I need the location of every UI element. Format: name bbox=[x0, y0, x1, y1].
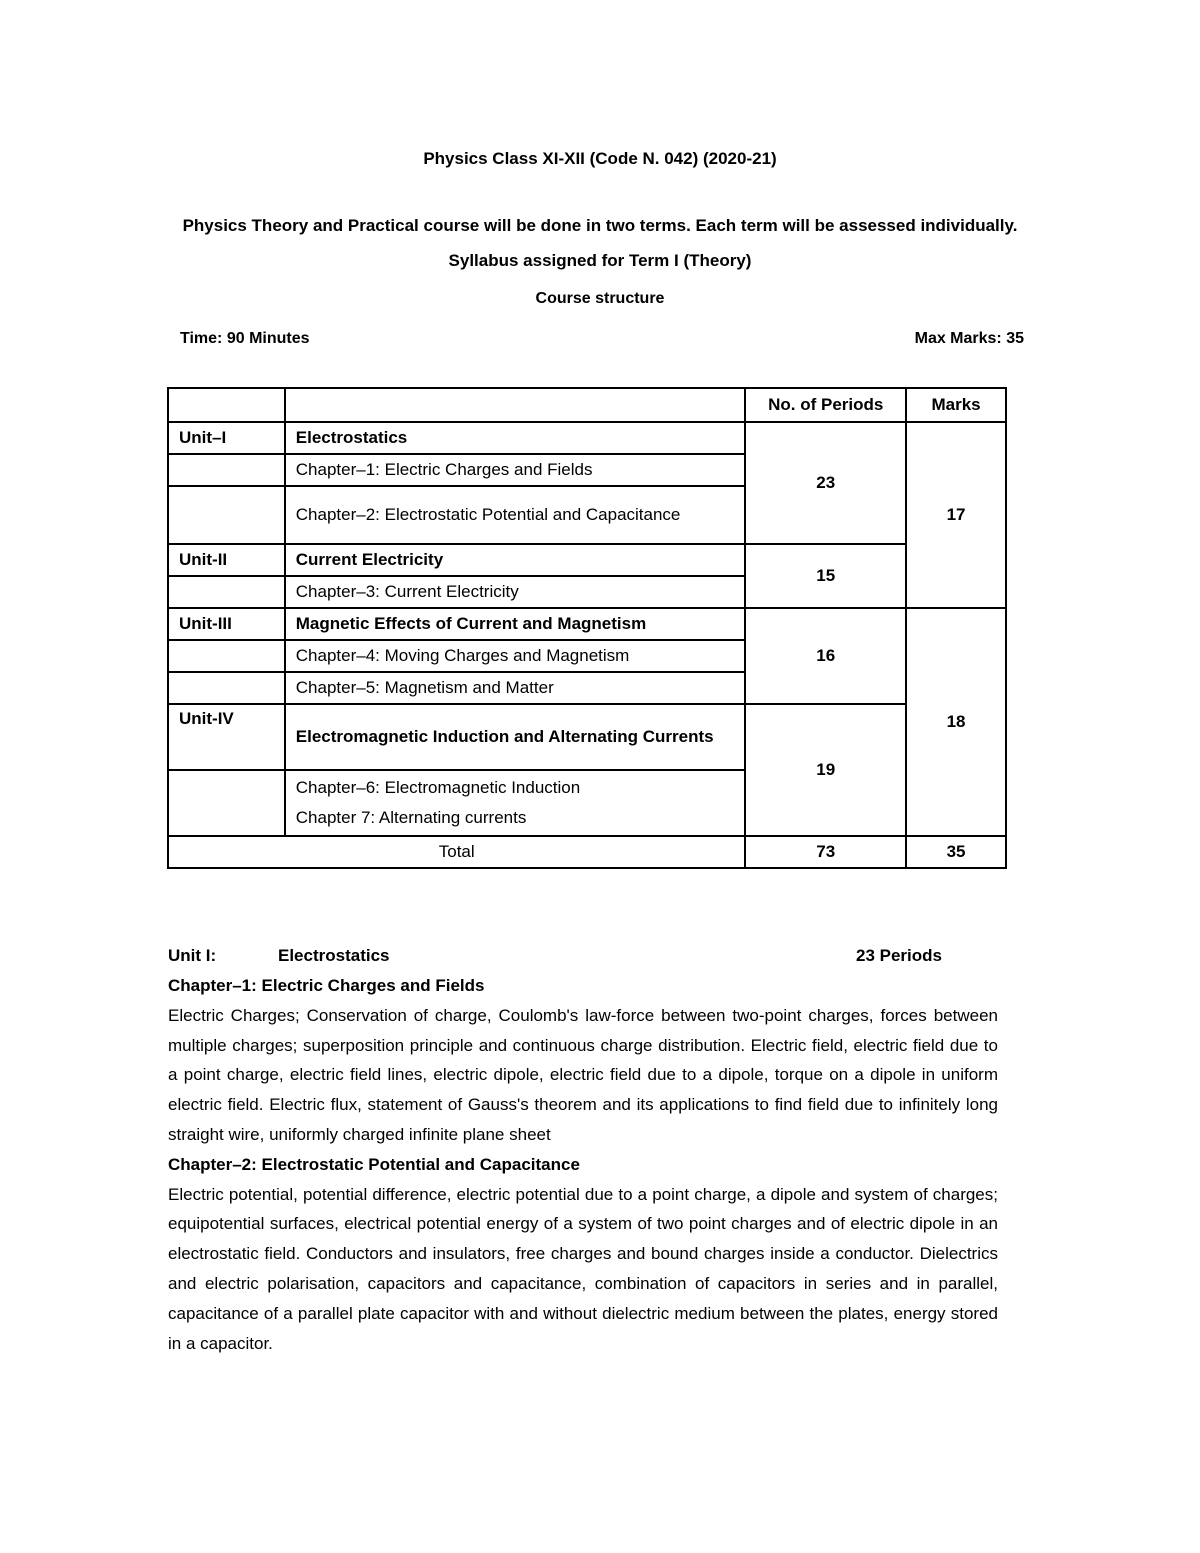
table-cell-empty bbox=[168, 770, 285, 836]
unit-heading-periods: 23 Periods bbox=[856, 946, 942, 965]
unit-periods: 23 bbox=[745, 422, 906, 544]
chapter-cell: Chapter–1: Electric Charges and Fields bbox=[285, 454, 746, 486]
max-marks-label: Max Marks: 35 bbox=[914, 330, 1024, 347]
total-marks: 35 bbox=[906, 836, 1006, 868]
table-cell-empty bbox=[285, 388, 746, 422]
chapter-cell: Chapter–3: Current Electricity bbox=[285, 576, 746, 608]
periods-column-header: No. of Periods bbox=[745, 388, 906, 422]
table-cell-empty bbox=[168, 576, 285, 608]
chapter-line: Chapter–6: Electromagnetic Induction bbox=[295, 778, 581, 797]
table-cell-empty bbox=[168, 640, 285, 672]
unit-periods: 19 bbox=[745, 704, 906, 836]
table-cell-empty bbox=[168, 486, 285, 544]
unit-label: Unit-IV bbox=[168, 704, 285, 770]
table-cell-empty bbox=[168, 388, 285, 422]
table-header-row bbox=[168, 388, 1006, 422]
table-total-row bbox=[168, 836, 1006, 868]
unit-heading-line bbox=[168, 941, 998, 971]
unit-title: Electromagnetic Induction and Alternating Currents bbox=[285, 704, 746, 770]
unit-label: Unit–I bbox=[168, 422, 285, 454]
unit-label: Unit-III bbox=[168, 608, 285, 640]
chapter-heading: Chapter–2: Electrostatic Potential and Capacitance bbox=[168, 1154, 580, 1174]
chapter-paragraph: Electric Charges; Conservation of charge, Coulomb's law-force between two-point charges, forces between multiple charges; superposition principle and continuous charge distribution. Electric field, electric field due to a point charge, electric field lines, electric dipole, electric field due to a dipole, torque on a dipole in uniform electric field. Electric flux, statement of Gauss's theorem and its applications to find field due to infinitely long straight wire, uniformly charged infinite plane sheet bbox=[168, 1005, 998, 1144]
unit-detail-section bbox=[168, 941, 998, 1358]
unit-heading-label: Unit I: bbox=[168, 946, 217, 965]
unit-title: Electrostatics bbox=[285, 422, 746, 454]
unit-marks: 18 bbox=[906, 608, 1006, 836]
marks-column-header: Marks bbox=[906, 388, 1006, 422]
unit-periods: 16 bbox=[745, 608, 906, 704]
unit-label: Unit-II bbox=[168, 544, 285, 576]
table-cell-empty bbox=[168, 454, 285, 486]
unit-periods: 15 bbox=[745, 544, 906, 608]
course-structure-table bbox=[167, 387, 1007, 869]
chapter-paragraph: Electric potential, potential difference, electric potential due to a point charge, a dipole and system of charges; equipotential surfaces, electrical potential energy of a system of two point charges and of electric dipole in an electrostatic field. Conductors and insulators, free charges and bound charges inside a conductor. Dielectrics and electric polarisation, capacitors and capacitance, combination of capacitors in series and in parallel, capacitance of a parallel plate capacitor with and without dielectric medium between the plates, energy stored in a capacitor. bbox=[168, 1184, 998, 1353]
chapter-cell: Chapter–2: Electrostatic Potential and Capacitance bbox=[285, 486, 746, 544]
table-cell-empty bbox=[168, 672, 285, 704]
chapter-cell bbox=[285, 770, 746, 836]
chapter-cell: Chapter–4: Moving Charges and Magnetism bbox=[285, 640, 746, 672]
unit-title: Magnetic Effects of Current and Magnetism bbox=[285, 608, 746, 640]
total-label: Total bbox=[168, 836, 745, 868]
table-row bbox=[168, 544, 1006, 576]
chapter-line: Chapter 7: Alternating currents bbox=[295, 808, 527, 827]
syllabus-subtitle: Syllabus assigned for Term I (Theory) bbox=[448, 251, 752, 270]
term-note: Physics Theory and Practical course will be done in two terms. Each term will be assessed individually. bbox=[182, 216, 1018, 235]
table-row bbox=[168, 422, 1006, 454]
course-structure-heading: Course structure bbox=[535, 290, 665, 307]
unit-title: Current Electricity bbox=[285, 544, 746, 576]
chapter-heading: Chapter–1: Electric Charges and Fields bbox=[168, 976, 485, 995]
page-title: Physics Class XI-XII (Code N. 042) (2020-21) bbox=[423, 149, 777, 168]
chapter-cell: Chapter–5: Magnetism and Matter bbox=[285, 672, 746, 704]
unit-heading-name: Electrostatics bbox=[278, 946, 390, 965]
table-row bbox=[168, 704, 1006, 770]
time-label: Time: 90 Minutes bbox=[180, 330, 310, 347]
table-row bbox=[168, 608, 1006, 640]
unit-marks: 17 bbox=[906, 422, 1006, 608]
total-periods: 73 bbox=[745, 836, 906, 868]
